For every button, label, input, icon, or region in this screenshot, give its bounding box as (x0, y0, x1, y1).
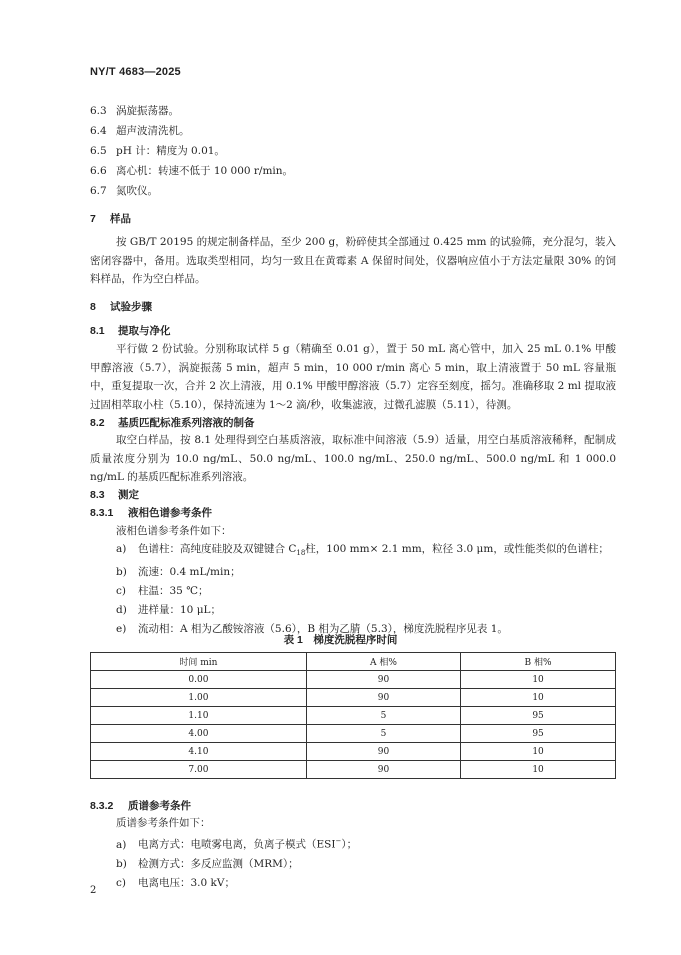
table-row: 0.00 90 10 (91, 671, 616, 689)
table-row: 4.00 5 95 (91, 725, 616, 743)
table-row: 7.00 90 10 (91, 761, 616, 779)
list-item: a) 电离方式：电喷雾电离，负离子模式（ESI−）； (116, 837, 358, 851)
item-6-5: 6.5 pH 计：精度为 0.01。 (90, 145, 225, 157)
ms-conditions-list (116, 832, 357, 893)
list-item: c) 电离电压：3.0 kV； (116, 876, 235, 889)
table-row: 1.00 90 10 (91, 689, 616, 707)
table-row: 4.10 90 10 (91, 743, 616, 761)
section-7-body: 按 GB/T 20195 的规定制备样品，至少 200 g，粉碎使其全部通过 0.425 mm 的试验筛，充分混匀，装入密闭容器中，备用。选取类型相同，均匀一致且在黄霉素 A 保留时间处，仪器响应值小于方法定量限 30% 的饲料样品，作为空白样品。 (90, 236, 616, 285)
section-8-2-heading: 8.2 基质匹配标准系列溶液的制备 (90, 417, 255, 429)
section-8-3-1-intro: 液相色谱参考条件如下： (116, 525, 232, 537)
section-8-3-2-intro: 质谱参考条件如下： (116, 817, 211, 829)
item-6-4: 6.4 超声波清洗机。 (90, 125, 190, 137)
page-number: 2 (90, 885, 97, 896)
section-8-1-body: 平行做 2 份试验。分别称取试样 5 g（精确至 0.01 g），置于 50 mL 离心管中，加入 25 mL 0.1% 甲酸甲醇溶液（5.7），涡旋振荡 5 min，超声 5 min，10 000 r/min 离心 5 min，取上清液置于 50 mL 容量瓶中，重复提取一次，合并 2 次上清液，用 0.1% 甲酸甲醇溶液（5.7）定容至刻度，摇匀。准确移取 2 ml 提取液过固相萃取小柱（5.10），保持流速为 1～2 滴/秒，收集滤液，过微孔滤膜（5.11），待测。 (90, 343, 616, 411)
section-8-1-heading: 8.1 提取与净化 (90, 325, 171, 337)
section-8-heading: 8 试验步骤 (90, 301, 152, 313)
list-item: b) 流速：0.4 mL/min； (116, 566, 241, 579)
table-row: 1.10 5 95 (91, 707, 616, 725)
section-8-3-1-heading: 8.3.1 液相色谱参考条件 (90, 507, 212, 519)
list-item: e) 流动相：A 相为乙酸铵溶液（5.6），B 相为乙腈（5.3），梯度洗脱程序见表 1。 (116, 623, 508, 636)
section-8-2-body: 取空白样品，按 8.1 处理得到空白基质溶液，取标准中间溶液（5.9）适量，用空白基质溶液稀释，配制成质量浓度分别为 10.0 ng/mL、50.0 ng/mL、100.0 ng/mL、250.0 ng/mL、500.0 ng/mL 和 1 000.0 ng/mL 的基质匹配标准系列溶液。 (90, 434, 616, 483)
table-1-caption: 表 1 梯度洗脱程序时间 (283, 634, 398, 646)
item-6-6: 6.6 离心机：转速不低于 10 000 r/min。 (90, 165, 294, 177)
list-item: b) 检测方式：多反应监测（MRM）； (116, 857, 299, 870)
list-item: d) 进样量：10 μL； (116, 604, 221, 617)
column-header: 时间 min (91, 653, 307, 671)
section-7-heading: 7 样品 (90, 213, 131, 225)
section-8-3-heading: 8.3 测定 (90, 489, 139, 501)
table-header-row (91, 653, 616, 671)
gradient-table (90, 652, 616, 779)
item-6-3: 6.3 涡旋振荡器。 (90, 105, 179, 117)
section-8-3-2-heading: 8.3.2 质谱参考条件 (90, 800, 191, 812)
standard-code: NY/T 4683—2025 (90, 66, 181, 78)
column-header: A 相% (306, 653, 460, 671)
lc-conditions-list (116, 540, 609, 639)
list-item: c) 柱温：35 ℃； (116, 585, 209, 598)
item-6-7: 6.7 氮吹仪。 (90, 185, 158, 197)
column-header: B 相% (461, 653, 616, 671)
list-item: a) 色谱柱：高纯度硅胶及双键键合 $C_{18}$柱，100 mm× 2.1 mm，粒径 3.0 μm，或性能类似的色谱柱； (116, 543, 609, 558)
